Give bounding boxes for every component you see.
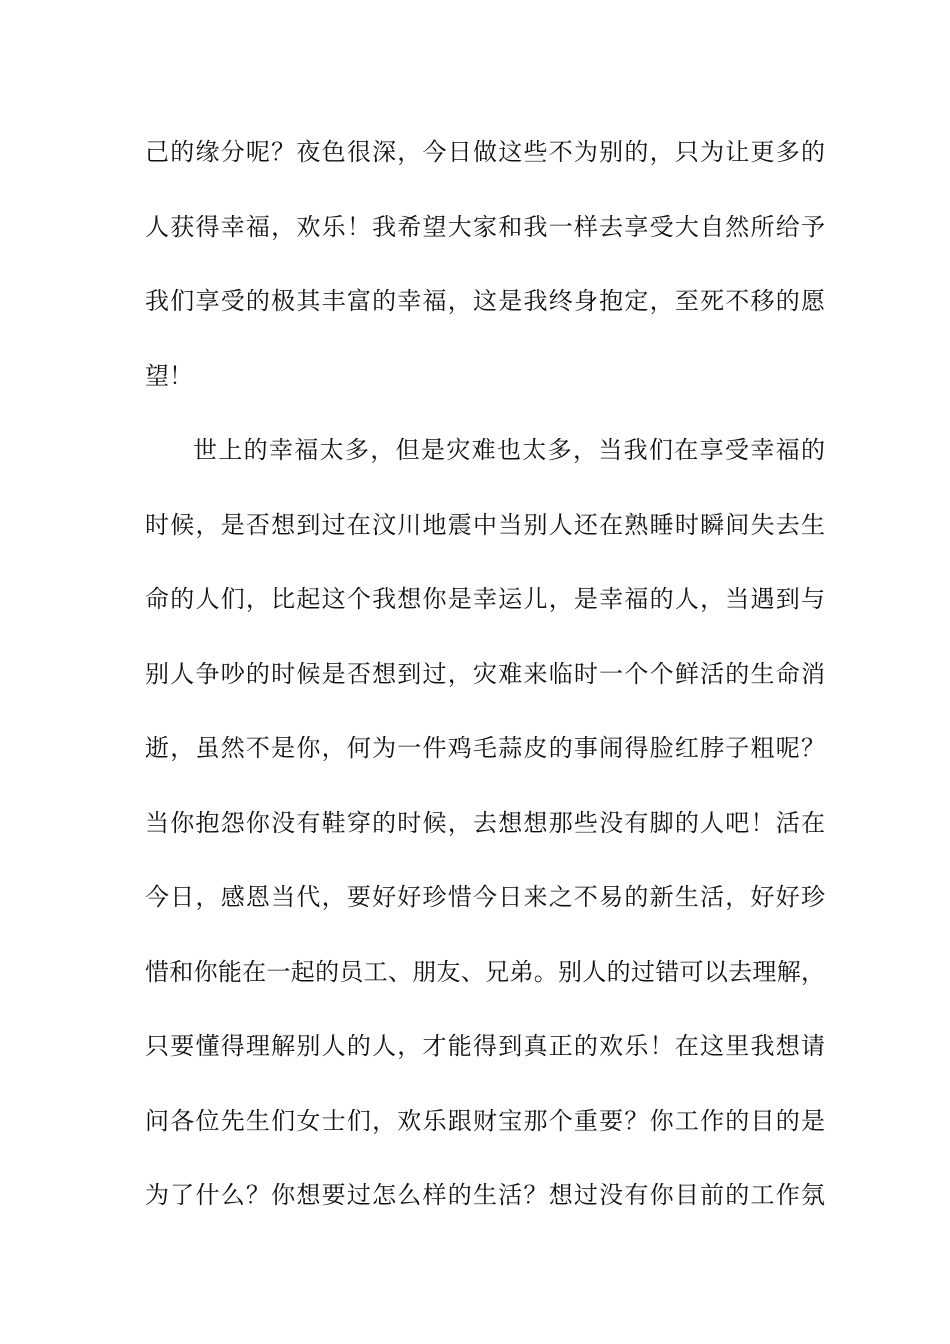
text-line: 今日，感恩当代，要好好珍惜今日来之不易的新生活，好好珍 bbox=[145, 883, 825, 911]
text-line: 别人争吵的时候是否想到过，灾难来临时一个个鲜活的生命消 bbox=[145, 659, 825, 688]
text-line: 为了什么？你想要过怎么样的生活？想过没有你目前的工作氛 bbox=[145, 1181, 825, 1209]
text-line: 人获得幸福，欢乐！我希望大家和我一样去享受大自然所给予 bbox=[145, 212, 825, 241]
text-line-paragraph-start: 世上的幸福太多，但是灾难也太多，当我们在享受幸福的 bbox=[193, 436, 825, 464]
text-line: 命的人们，比起这个我想你是幸运儿，是幸福的人，当遇到与 bbox=[145, 585, 825, 613]
text-line: 己的缘分呢？夜色很深，今日做这些不为别的，只为让更多的 bbox=[145, 138, 825, 166]
text-line: 时候，是否想到过在汶川地震中当别人还在熟睡时瞬间失去生 bbox=[145, 510, 825, 539]
text-line: 惜和你能在一起的员工、朋友、兄弟。别人的过错可以去理解， bbox=[145, 957, 825, 986]
text-line-paragraph-end: 望！ bbox=[145, 361, 193, 390]
text-line: 问各位先生们女士们，欢乐跟财宝那个重要？你工作的目的是 bbox=[145, 1106, 825, 1135]
text-line: 只要懂得理解别人的人，才能得到真正的欢乐！在这里我想请 bbox=[145, 1032, 825, 1060]
document-body bbox=[145, 128, 825, 1246]
text-line: 当你抱怨你没有鞋穿的时候，去想想那些没有脚的人吧！活在 bbox=[145, 808, 825, 837]
text-line: 逝，虽然不是你，何为一件鸡毛蒜皮的事闹得脸红脖子粗呢？ bbox=[145, 734, 825, 762]
text-line: 我们享受的极其丰富的幸福，这是我终身抱定，至死不移的愿 bbox=[145, 287, 825, 315]
